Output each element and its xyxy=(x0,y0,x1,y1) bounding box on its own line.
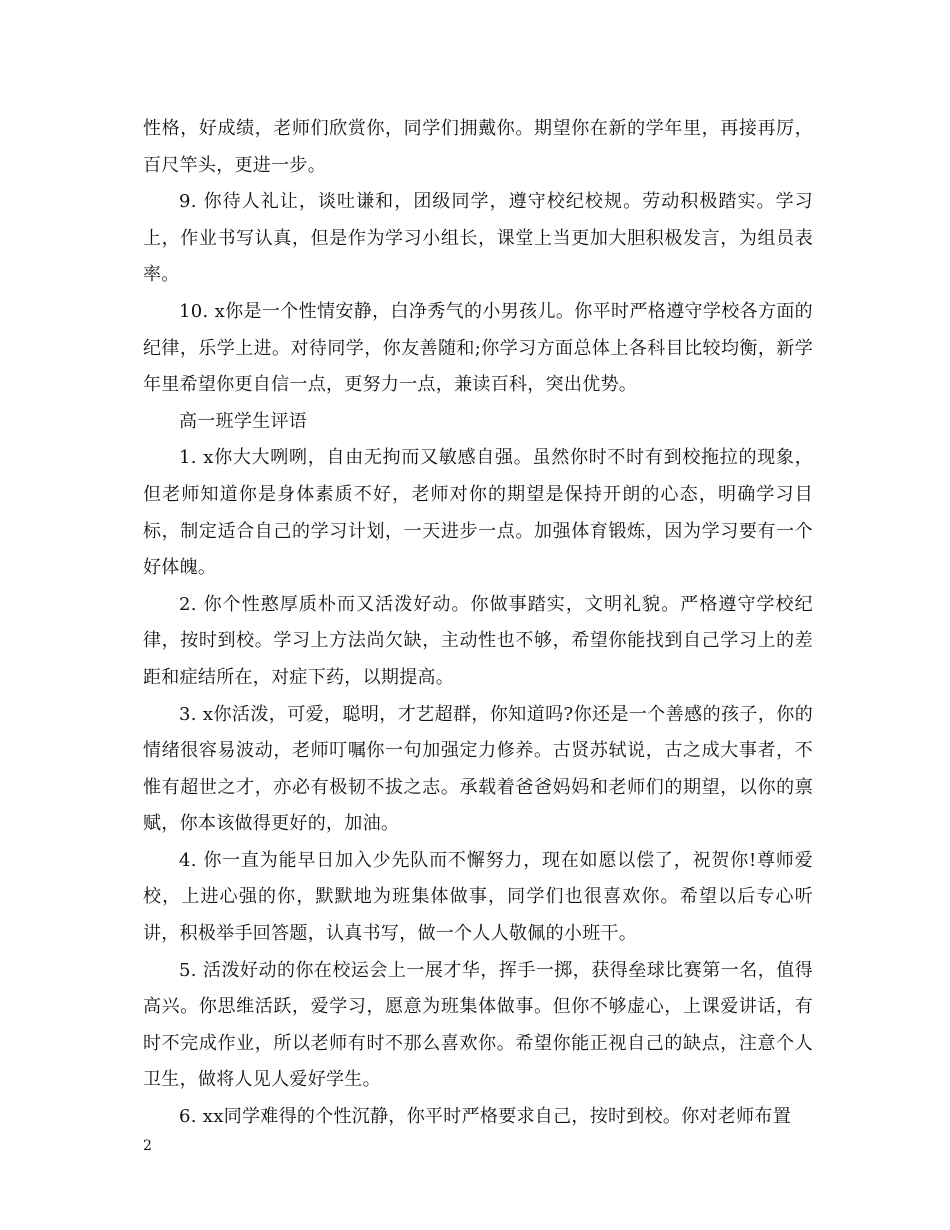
document-body xyxy=(143,111,813,1136)
paragraph-item-4: 4. 你一直为能早日加入少先队而不懈努力，现在如愿以偿了，祝贺你!尊师爱校，上进心强的你，默默地为班集体做事，同学们也很喜欢你。希望以后专心听讲，积极举手回答题，认真书写，做一个人人敬佩的小班干。 xyxy=(143,849,813,945)
section-heading: 高一班学生评语 xyxy=(179,410,308,432)
paragraph-item-3: 3. x你活泼，可爱，聪明，才艺超群，你知道吗?你还是一个善感的孩子，你的情绪很容易波动，老师叮嘱你一句加强定力修养。古贤苏轼说，古之成大事者，不惟有超世之才，亦必有极韧不拔之志。承载着爸爸妈妈和老师们的期望，以你的禀赋，你本该做得更好的，加油。 xyxy=(143,703,813,835)
paragraph-item-10: 10. x你是一个性情安静，白净秀气的小男孩儿。你平时严格遵守学校各方面的纪律，乐学上进。对待同学，你友善随和;你学习方面总体上各科目比较均衡，新学年里希望你更自信一点，更努力一点，兼读百科，突出优势。 xyxy=(143,300,813,396)
page-number: 2 xyxy=(143,1138,152,1154)
paragraph-continuation: 性格，好成绩，老师们欣赏你，同学们拥戴你。期望你在新的学年里，再接再厉，百尺竿头，更进一步。 xyxy=(143,118,813,176)
paragraph-item-2: 2. 你个性憨厚质朴而又活泼好动。你做事踏实，文明礼貌。严格遵守学校纪律，按时到校。学习上方法尚欠缺，主动性也不够，希望你能找到自己学习上的差距和症结所在，对症下药，以期提高。 xyxy=(143,593,813,688)
paragraph-item-9: 9. 你待人礼让，谈吐谦和，团级同学，遵守校纪校规。劳动积极踏实。学习上，作业书写认真，但是作为学习小组长，课堂上当更加大胆积极发言，为组员表率。 xyxy=(143,191,813,286)
paragraph-item-1: 1. x你大大咧咧，自由无拘而又敏感自强。虽然你时不时有到校拖拉的现象，但老师知道你是身体素质不好，老师对你的期望是保持开朗的心态，明确学习目标，制定适合自己的学习计划，一天进步一点。加强体育锻炼，因为学习要有一个好体魄。 xyxy=(143,447,813,579)
paragraph-item-6: 6. xx同学难得的个性沉静，你平时严格要求自己，按时到校。你对老师布置 xyxy=(179,1106,791,1128)
paragraph-item-5: 5. 活泼好动的你在校运会上一展才华，挥手一掷，获得垒球比赛第一名，值得高兴。你思维活跃，爱学习，愿意为班集体做事。但你不够虚心，上课爱讲话，有时不完成作业，所以老师有时不那么喜欢你。希望你能正视自己的缺点，注意个人卫生，做将人见人爱好学生。 xyxy=(143,959,813,1091)
